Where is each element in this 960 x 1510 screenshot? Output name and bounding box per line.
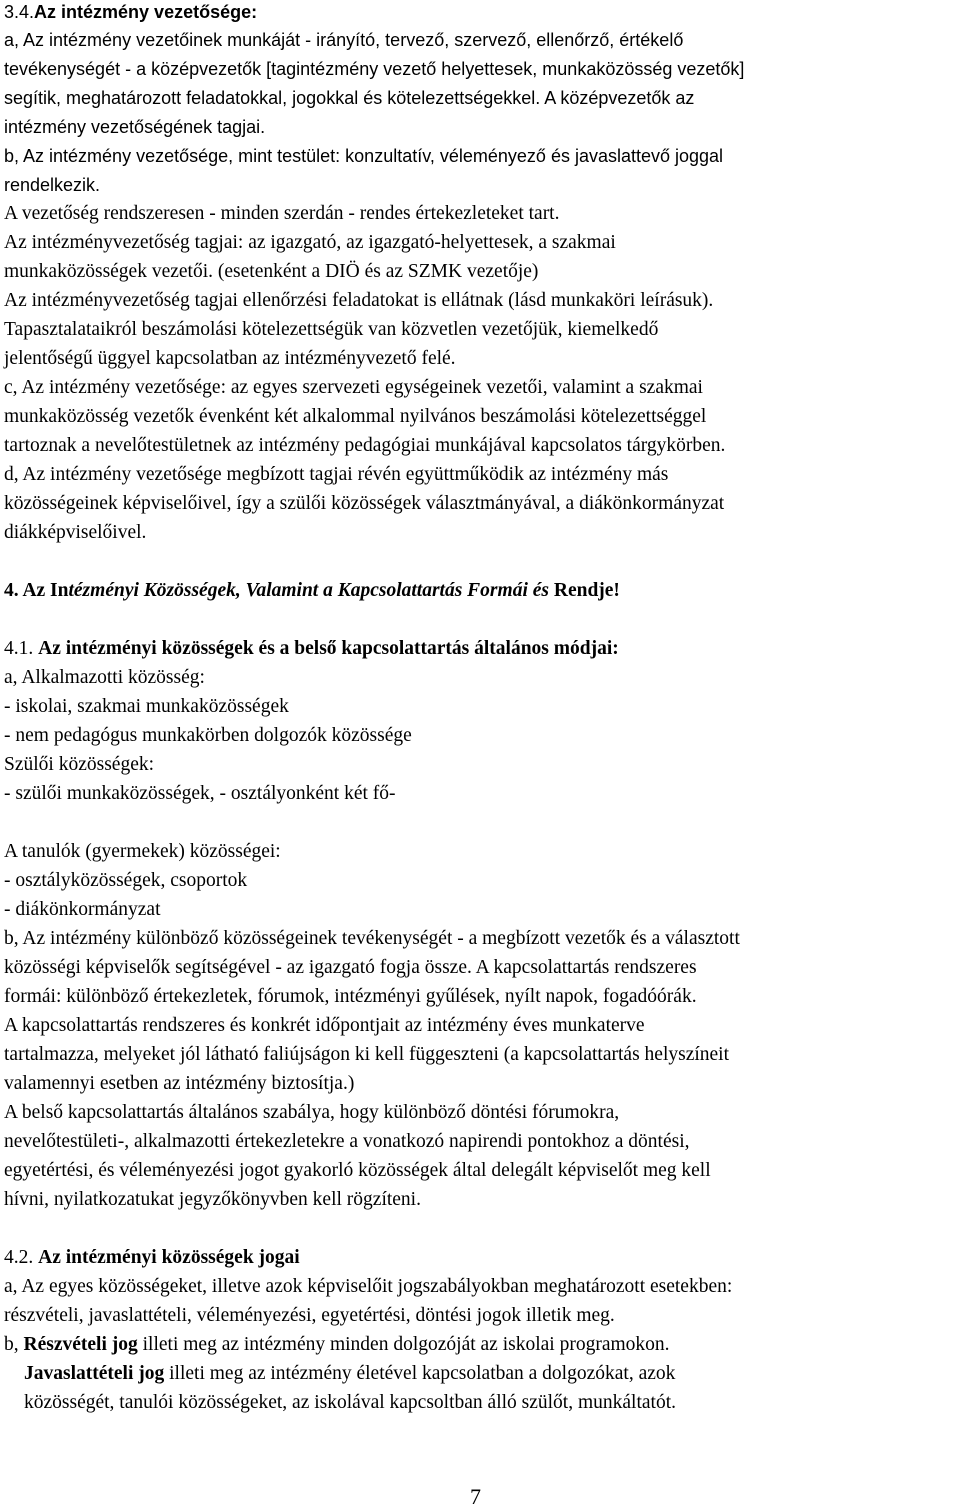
text-line: A tanulók (gyermekek) közösségei: — [4, 841, 281, 862]
text-line: diákképviselőivel. — [4, 522, 147, 543]
text-line: jelentőségű üggyel kapcsolatban az intézményvezető felé. — [4, 348, 456, 369]
text-line: munkaközösség vezetők évenként két alkalommal nyilvános beszámolási kötelezettséggel — [4, 406, 707, 427]
text-line: d, Az intézmény vezetősége megbízott tagjai révén együttműködik az intézmény más — [4, 464, 669, 485]
text-line: közösségi képviselők segítségével - az igazgató fogja össze. A kapcsolattartás rendszeres — [4, 957, 697, 978]
text-line: b, Az intézmény különböző közösségeinek tevékenységét - a megbízott vezetők és a választott — [4, 928, 740, 949]
text-line: a, Az egyes közösségeket, illetve azok képviselőit jogszabályokban meghatározott esetekben: — [4, 1276, 733, 1297]
text-line: b, Az intézmény vezetősége, mint testület: konzultatív, véleményező és javaslattevő joggal — [4, 146, 724, 166]
text-line: intézmény vezetőségének tagjai. — [4, 117, 266, 137]
text-line: tartalmazza, melyeket jól látható faliújságon ki kell függeszteni (a kapcsolattartás helyszíneit — [4, 1044, 730, 1065]
text-line: A vezetőség rendszeresen - minden szerdán - rendes értekezleteket tart. — [4, 203, 560, 224]
section-3-4-heading: 3.4.Az intézmény vezetősége: — [4, 2, 258, 22]
text-line: A belső kapcsolattartás általános szabálya, hogy különböző döntési fórumokra, — [4, 1102, 620, 1123]
text-line: Tapasztalataikról beszámolási kötelezettségük van közvetlen vezetőjük, kiemelkedő — [4, 319, 659, 340]
text-line: Javaslattételi jog illeti meg az intézmény életével kapcsolatban a dolgozókat, azok — [24, 1363, 676, 1384]
list-item: - szülői munkaközösségek, - osztályonként két fő- — [4, 783, 396, 804]
text-line: A kapcsolattartás rendszeres és konkrét időpontjait az intézmény éves munkaterve — [4, 1015, 645, 1036]
text-line: nevelőtestületi-, alkalmazotti értekezletekre a vonatkozó napirendi pontokhoz a döntési, — [4, 1131, 690, 1152]
text-line: c, Az intézmény vezetősége: az egyes szervezeti egységeinek vezetői, valamint a szakmai — [4, 377, 703, 398]
text-line: tartoznak a nevelőtestületnek az intézmény pedagógiai munkájával kapcsolatos tárgykörben. — [4, 435, 726, 456]
text-line: tevékenységét - a középvezetők [tagintézmény vezető helyettesek, munkaközösség vezetők] — [4, 59, 745, 79]
page-number: 7 — [470, 1484, 481, 1509]
section-4-1-heading: 4.1. Az intézményi közösségek és a belső kapcsolattartás általános módjai: — [4, 638, 619, 659]
text-line: rendelkezik. — [4, 175, 101, 195]
text-line: hívni, nyilatkozatukat jegyzőkönyvben kell rögzíteni. — [4, 1189, 421, 1210]
list-item: - iskolai, szakmai munkaközösségek — [4, 696, 289, 717]
text-line: segítik, meghatározott feladatokkal, jogokkal és kötelezettségekkel. A középvezetők az — [4, 88, 695, 108]
text-line: egyetértési, és véleményezési jogot gyakorló közösségek által delegált képviselőt meg kell — [4, 1160, 711, 1181]
text-line: munkaközösségek vezetői. (esetenként a DIÖ és az SZMK vezetője) — [4, 261, 539, 282]
section-4-heading: 4. Az Intézményi Közösségek, Valamint a Kapcsolattartás Formái és Rendje! — [4, 580, 620, 601]
text-line: közösségét, tanulói közösségeket, az iskolával kapcsoltban álló szülőt, munkáltatót. — [24, 1392, 677, 1413]
text-line: a, Alkalmazotti közösség: — [4, 667, 205, 688]
text-line: részvételi, javaslattételi, véleményezési, egyetértési, döntési jogok illetik meg. — [4, 1305, 615, 1326]
text-line: Az intézményvezetőség tagjai: az igazgató, az igazgató-helyettesek, a szakmai — [4, 232, 616, 253]
text-line: Az intézményvezetőség tagjai ellenőrzési feladatokat is ellátnak (lásd munkaköri leírásuk). — [4, 290, 714, 311]
list-item: - diákönkormányzat — [4, 899, 161, 920]
text-line: b, Részvételi jog illeti meg az intézmény minden dolgozóját az iskolai programokon. — [4, 1334, 670, 1355]
section-4-2-heading: 4.2. Az intézményi közösségek jogai — [4, 1247, 300, 1268]
list-item: - nem pedagógus munkakörben dolgozók közössége — [4, 725, 412, 746]
text-line: a, Az intézmény vezetőinek munkáját - irányító, tervező, szervező, ellenőrző, értékelő — [4, 30, 684, 50]
text-line: Szülői közösségek: — [4, 754, 155, 775]
text-line: valamennyi esetben az intézmény biztosítja.) — [4, 1073, 355, 1094]
list-item: - osztályközösségek, csoportok — [4, 870, 248, 891]
text-line: közösségeinek képviselőivel, így a szülői közösségek választmányával, a diákönkormányzat — [4, 493, 725, 514]
text-line: formái: különböző értekezletek, fórumok, intézményi gyűlések, nyílt napok, fogadóórák. — [4, 986, 697, 1007]
